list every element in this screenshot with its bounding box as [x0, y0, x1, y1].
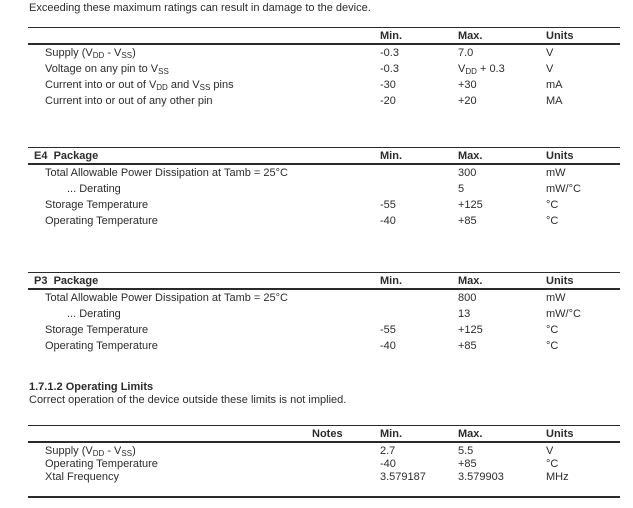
row-label: ... Derating — [67, 308, 121, 320]
cell-max: +85 — [458, 340, 477, 352]
cell-min: -55 — [380, 324, 396, 336]
cell-max: +85 — [458, 215, 477, 227]
table-operating-limits — [28, 425, 620, 505]
table-top-rule — [28, 147, 620, 148]
cell-min: -0.3 — [380, 47, 399, 59]
cell-min: -0.3 — [380, 63, 399, 75]
cell-units: V — [546, 47, 554, 59]
row-label: Xtal Frequency — [45, 471, 119, 483]
col-header-units: Units — [546, 30, 574, 42]
cell-max: +85 — [458, 458, 477, 470]
cell-units: V — [546, 445, 554, 457]
cell-min: -30 — [380, 79, 396, 91]
cell-units: °C — [546, 340, 559, 352]
row-label: Operating Temperature — [45, 215, 158, 227]
table-header-rule — [28, 441, 620, 443]
row-label: Current into or out of any other pin — [45, 95, 213, 107]
cell-max: 800 — [458, 292, 477, 304]
col-header-notes: Notes — [312, 428, 343, 440]
cell-units: MA — [546, 95, 563, 107]
table-title: P3 Package — [34, 275, 99, 287]
row-label: Voltage on any pin to $V_{SS}$ — [45, 63, 169, 76]
col-header-units: Units — [546, 275, 574, 287]
cell-min: 3.579187 — [380, 471, 426, 483]
col-header-max: Max. — [458, 150, 483, 162]
row-label: Total Allowable Power Dissipation at Tamb = 25°C — [45, 292, 288, 304]
cell-max: 13 — [458, 308, 471, 320]
table-absolute-maximum-ratings — [28, 27, 620, 117]
cell-min: -20 — [380, 95, 396, 107]
table-header-rule — [28, 163, 620, 165]
table-title: E4 Package — [34, 150, 99, 162]
row-label: Supply $(V_{DD} - V_{SS})$ — [45, 445, 136, 458]
cell-max: 3.579903 — [458, 471, 504, 483]
row-label: Supply $(V_{DD} - V_{SS})$ — [45, 47, 136, 60]
col-header-units: Units — [546, 428, 574, 440]
table-header-rule — [28, 43, 620, 45]
cell-max: +125 — [458, 199, 483, 211]
cell-max: 5 — [458, 183, 465, 195]
cell-min: -40 — [380, 458, 396, 470]
section-heading: 1.7.1.2 Operating Limits — [29, 381, 154, 393]
cell-units: V — [546, 63, 554, 75]
col-header-max: Max. — [458, 428, 483, 440]
col-header-max: Max. — [458, 275, 483, 287]
cell-min: -40 — [380, 340, 396, 352]
cell-max: 300 — [458, 167, 477, 179]
table-top-rule — [28, 27, 620, 28]
table-header-rule — [28, 288, 620, 290]
table-p3-package — [28, 272, 620, 362]
cell-units: mW/°C — [546, 183, 581, 195]
cell-units: mW — [546, 167, 566, 179]
row-label: Storage Temperature — [45, 199, 149, 211]
row-label: Current into or out of $V_{DD}$ and $V_{SS}$ pins — [45, 79, 234, 92]
cell-units: mA — [546, 79, 563, 91]
table-top-rule — [28, 425, 620, 426]
row-label: Total Allowable Power Dissipation at Tamb = 25°C — [45, 167, 288, 179]
cell-units: mW/°C — [546, 308, 581, 320]
table-e4-package — [28, 147, 620, 237]
cell-max: 7.0 — [458, 47, 474, 59]
row-label: Operating Temperature — [45, 458, 158, 470]
cell-min: 2.7 — [380, 445, 396, 457]
cell-units: °C — [546, 215, 559, 227]
row-label: Operating Temperature — [45, 340, 158, 352]
section-body-text: Correct operation of the device outside these limits is not implied. — [29, 394, 347, 406]
col-header-min: Min. — [380, 275, 402, 287]
cell-units: °C — [546, 324, 559, 336]
col-header-min: Min. — [380, 30, 402, 42]
intro-text: Exceeding these maximum ratings can result in damage to the device. — [29, 2, 371, 14]
cell-min: -40 — [380, 215, 396, 227]
row-label: Storage Temperature — [45, 324, 149, 336]
cell-max: $V_{DD} + 0.3$ — [458, 63, 505, 76]
cell-min: -55 — [380, 199, 396, 211]
cell-units: MHz — [546, 471, 569, 483]
cell-max: 5.5 — [458, 445, 474, 457]
col-header-units: Units — [546, 150, 574, 162]
cell-units: °C — [546, 199, 559, 211]
cell-max: +125 — [458, 324, 483, 336]
col-header-max: Max. — [458, 30, 483, 42]
cell-max: +30 — [458, 79, 477, 91]
row-label: ... Derating — [67, 183, 121, 195]
cell-units: °C — [546, 458, 559, 470]
col-header-min: Min. — [380, 150, 402, 162]
table-top-rule — [28, 272, 620, 273]
table-bottom-rule — [28, 496, 620, 498]
cell-max: +20 — [458, 95, 477, 107]
cell-units: mW — [546, 292, 566, 304]
col-header-min: Min. — [380, 428, 402, 440]
